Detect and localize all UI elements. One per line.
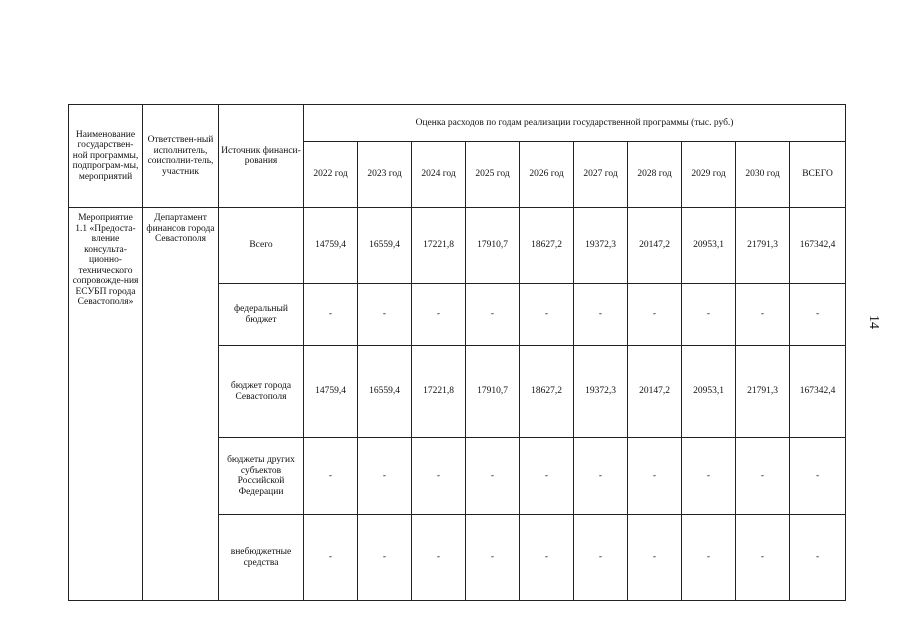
page-number: 14 — [866, 315, 881, 329]
value-cell: - — [682, 515, 736, 601]
value-cell: - — [682, 438, 736, 515]
value-cell: 16559,4 — [358, 208, 412, 284]
total-cell: 167342,4 — [790, 346, 846, 438]
value-cell: - — [628, 515, 682, 601]
value-cell: 18627,2 — [520, 346, 574, 438]
value-cell: 18627,2 — [520, 208, 574, 284]
value-cell: 16559,4 — [358, 346, 412, 438]
source-cell: Всего — [219, 208, 304, 284]
total-cell: - — [790, 284, 846, 346]
header-row-1 — [69, 105, 846, 142]
value-cell: 19372,3 — [574, 346, 628, 438]
value-cell: - — [520, 438, 574, 515]
year-header: 2030 год — [736, 142, 790, 208]
value-cell: 14759,4 — [304, 208, 358, 284]
year-header: 2023 год — [358, 142, 412, 208]
value-cell: - — [304, 284, 358, 346]
value-cell: 20953,1 — [682, 208, 736, 284]
value-cell: - — [736, 438, 790, 515]
value-cell: - — [358, 515, 412, 601]
value-cell: - — [466, 438, 520, 515]
value-cell: - — [574, 284, 628, 346]
year-header: 2029 год — [682, 142, 736, 208]
year-header: 2028 год — [628, 142, 682, 208]
source-cell: бюджет города Севастополя — [219, 346, 304, 438]
value-cell: - — [520, 515, 574, 601]
value-cell: - — [736, 284, 790, 346]
value-cell: - — [412, 515, 466, 601]
value-cell: - — [466, 284, 520, 346]
value-cell: 21791,3 — [736, 346, 790, 438]
value-cell: - — [412, 284, 466, 346]
value-cell: 20953,1 — [682, 346, 736, 438]
value-cell: - — [358, 284, 412, 346]
value-cell: 20147,2 — [628, 208, 682, 284]
value-cell: - — [736, 515, 790, 601]
value-cell: 17221,8 — [412, 208, 466, 284]
value-cell: - — [574, 515, 628, 601]
total-cell: 167342,4 — [790, 208, 846, 284]
total-header: ВСЕГО — [790, 142, 846, 208]
table-row — [69, 208, 846, 284]
value-cell: 20147,2 — [628, 346, 682, 438]
value-cell: 17910,7 — [466, 208, 520, 284]
value-cell: 19372,3 — [574, 208, 628, 284]
value-cell: - — [628, 284, 682, 346]
value-cell: - — [412, 438, 466, 515]
budget-table — [68, 104, 846, 601]
value-cell: - — [304, 515, 358, 601]
header-executor: Ответствен-ный исполнитель, соисполни-тель, участник — [143, 105, 219, 208]
value-cell: - — [628, 438, 682, 515]
source-cell: внебюджетные средства — [219, 515, 304, 601]
value-cell: - — [574, 438, 628, 515]
activity-name: Мероприятие 1.1 «Предоста-вление консульта-ционно-технического сопровожде-ния ЕСУБП города Севастополя» — [69, 208, 143, 601]
year-header: 2024 год — [412, 142, 466, 208]
header-program: Наименование государствен-ной программы, подпрограм-мы, мероприятий — [69, 105, 143, 208]
header-estimate: Оценка расходов по годам реализации государственной программы (тыс. руб.) — [304, 105, 846, 142]
value-cell: - — [466, 515, 520, 601]
activity-executor: Департамент финансов города Севастополя — [143, 208, 219, 601]
value-cell: - — [520, 284, 574, 346]
value-cell: 21791,3 — [736, 208, 790, 284]
value-cell: 17910,7 — [466, 346, 520, 438]
source-cell: бюджеты других субъектов Российской Федерации — [219, 438, 304, 515]
value-cell: - — [682, 284, 736, 346]
source-cell: федеральный бюджет — [219, 284, 304, 346]
value-cell: - — [304, 438, 358, 515]
value-cell: 17221,8 — [412, 346, 466, 438]
value-cell: - — [358, 438, 412, 515]
value-cell: 14759,4 — [304, 346, 358, 438]
year-header: 2022 год — [304, 142, 358, 208]
header-source: Источник финанси-рования — [219, 105, 304, 208]
total-cell: - — [790, 438, 846, 515]
year-header: 2026 год — [520, 142, 574, 208]
total-cell: - — [790, 515, 846, 601]
year-header: 2027 год — [574, 142, 628, 208]
year-header: 2025 год — [466, 142, 520, 208]
